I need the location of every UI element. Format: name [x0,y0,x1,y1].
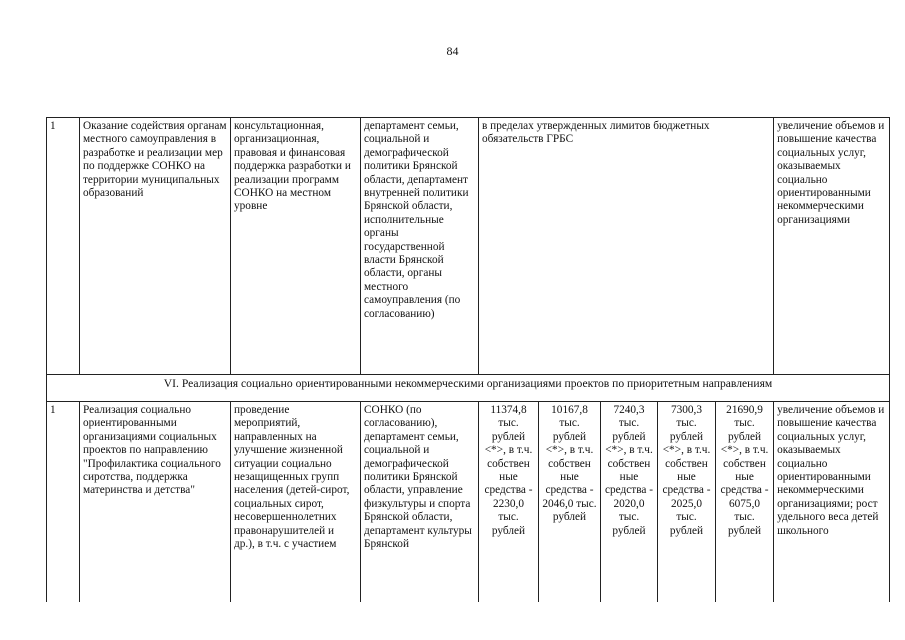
funding-year-5: 21690,9 тыс. рублей <*>, в т.ч. собствен ные средства - 6075,0 тыс. рублей [716,402,774,603]
program-table [46,117,890,602]
funding-year-4: 7300,3 тыс. рублей <*>, в т.ч. собствен ные средства - 2025,0 тыс. рублей [658,402,716,603]
section-title: VI. Реализация социально ориентированными некоммерческими организациями проектов по приоритетным направлениям [47,375,890,402]
section-row [47,375,890,402]
funding-year-3: 7240,3 тыс. рублей <*>, в т.ч. собствен ные средства - 2020,0 тыс. рублей [601,402,658,603]
page-number: 84 [446,44,459,58]
form-cell: консультационная, организационная, правовая и финансовая поддержка разработки и реализации программ СОНКО на местном уровне [231,118,361,375]
event-cell: Реализация социально ориентированными организациями социальных проектов по направлению "Профилактика социального сиротства, поддержка материнства и детства" [80,402,231,603]
result-cell: увеличение объемов и повышение качества социальных услуг, оказываемых социально ориентированными некоммерческими организациями; рост удельного веса детей школьного [774,402,890,603]
table-row [47,118,890,375]
table-row [47,402,890,603]
event-cell: Оказание содействия органам местного самоуправления в разработке и реализации мер по поддержке СОНКО на территории муниципальных образований [80,118,231,375]
funding-year-2: 10167,8 тыс. рублей <*>, в т.ч. собствен ные средства - 2046,0 тыс. рублей [539,402,601,603]
result-cell: увеличение объемов и повышение качества социальных услуг, оказываемых социально ориентированными некоммерческими организациями [774,118,890,375]
form-cell: проведение мероприятий, направленных на улучшение жизненной ситуации социально незащищенных групп населения (детей-сирот, социальных сирот, несовершеннолетних правонарушителей и др.), в т.ч. с участием [231,402,361,603]
funding-cell: в пределах утвержденных лимитов бюджетных обязательств ГРБС [479,118,774,375]
funding-year-1: 11374,8 тыс. рублей <*>, в т.ч. собствен ные средства - 2230,0 тыс. рублей [479,402,539,603]
row-number: 1 [47,118,80,375]
executor-cell: департамент семьи, социальной и демографической политики Брянской области, департамент внутренней политики Брянской области, исполнительные органы государственной власти Брянской области, органы местного самоуправления (по согласованию) [361,118,479,375]
executor-cell: СОНКО (по согласованию), департамент семьи, социальной и демографической политики Брянской области, управление физкультуры и спорта Брянской области, департамент культуры Брянской [361,402,479,603]
row-number: 1 [47,402,80,603]
